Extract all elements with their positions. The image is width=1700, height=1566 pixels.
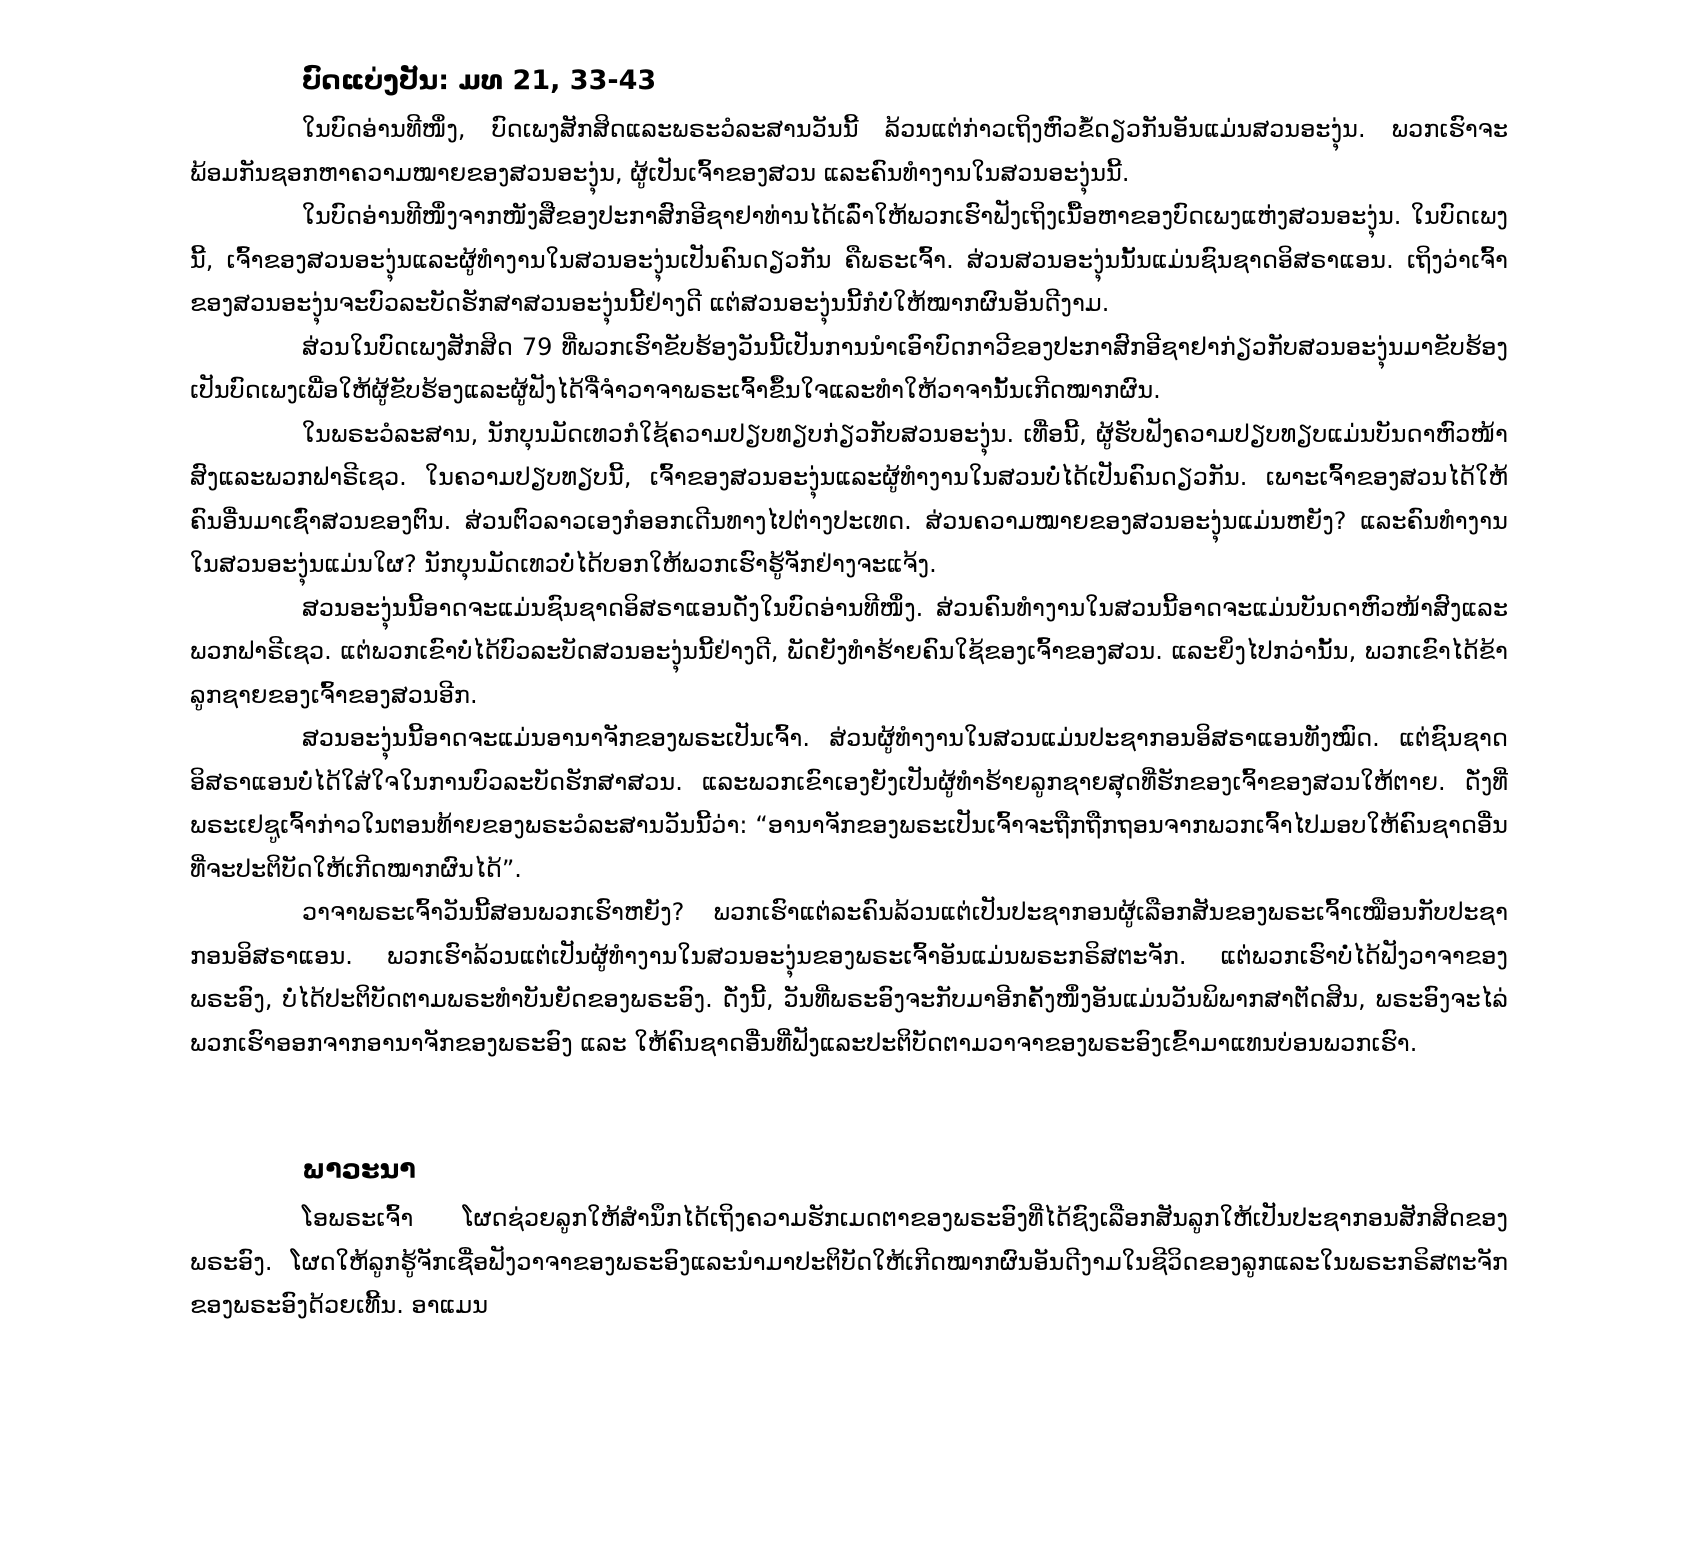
document-body xyxy=(190,62,1508,1328)
paragraph-7: ວາຈາພຣະເຈົ້າວັນນີ້ສອນພວກເຮົາຫຍັງ? ພວກເຮົາແຕ່ລະຄົນລ້ວນແຕ່ເປັນປະຊາກອນຜູ້ເລືອກສັນຂອງພຣະເຈົ້າເໝືອນກັບປະຊາກອນອິສຣາແອນ. ພວກເຮົາລ້ວນແຕ່ເປັນຜູ້ທໍາງານໃນສວນອະງຸ່ນຂອງພຣະເຈົ້າອັນແມ່ນພຣະກຣິສຕະຈັກ. ແຕ່ພວກເຮົາບໍ່ໄດ້ຟັງວາຈາຂອງພຣະອົງ, ບໍ່ໄດ້ປະຕິບັດຕາມພຣະທໍາບັນຍັດຂອງພຣະອົງ. ດັ່ງນີ້, ວັນທີ່ພຣະອົງຈະກັບມາອີກຄັ້ງໜຶ່ງອັນແມ່ນວັນພິພາກສາຕັດສິນ, ພຣະອົງຈະໄລ່ພວກເຮົາອອກຈາກອານາຈັກຂອງພຣະອົງ ແລະ ໃຫ້ຄົນຊາດອື່ນທີ່ຟັງແລະປະຕິບັດຕາມວາຈາຂອງພຣະອົງເຂົ້າມາແທນບ່ອນພວກເຮົາ. xyxy=(190,898,1508,1057)
paragraph-2: ໃນບົດອ່ານທີໜຶ່ງຈາກໜັງສືຂອງປະກາສົກອີຊາຢາທ່ານໄດ້ເລົ່າໃຫ້ພວກເຮົາຟັງເຖິງເນື້ອຫາຂອງບົດເພງແຫ່ງສວນອະງຸ່ນ. ໃນບົດເພງນີ້, ເຈົ້າຂອງສວນອະງຸ່ນແລະຜູ້ທໍາງານໃນສວນອະງຸ່ນເປັນຄົນດຽວກັນ ຄືພຣະເຈົ້າ. ສ່ວນສວນອະງຸ່ນນັ້ນແມ່ນຊົນຊາດອິສຣາແອນ. ເຖິງວ່າເຈົ້າຂອງສວນອະງຸ່ນຈະບົວລະບັດຮັກສາສວນອະງຸ່ນນີ້ຢ່າງດີ ແຕ່ສວນອະງຸ່ນນີ້ກໍບໍ່ໃຫ້ໝາກຜົນອັນດີງາມ. xyxy=(190,202,1508,317)
paragraph-4: ໃນພຣະວໍລະສານ, ນັກບຸນມັດເທວກໍໃຊ້ຄວາມປຽບທຽບກ່ຽວກັບສວນອະງຸ່ນ. ເທື່ອນີ້, ຜູ້ຮັບຟັງຄວາມປຽບທຽບແມ່ນບັນດາຫົວໜ້າສົງແລະພວກຟາຣີເຊວ. ໃນຄວາມປຽບທຽບນີ້, ເຈົ້າຂອງສວນອະງຸ່ນແລະຜູ້ທໍາງານໃນສວນບໍ່ໄດ້ເປັນຄົນດຽວກັນ. ເພາະເຈົ້າຂອງສວນໄດ້ໃຫ້ຄົນອື່ນມາເຊົ່າສວນຂອງຕົນ. ສ່ວນຕົວລາວເອງກໍອອກເດີນທາງໄປຕ່າງປະເທດ. ສ່ວນຄວາມໝາຍຂອງສວນອະງຸ່ນແມ່ນຫຍັງ? ແລະຄົນທໍາງານໃນສວນອະງຸ່ນແມ່ນໃຜ? ນັກບຸນມັດເທວບໍ່ໄດ້ບອກໃຫ້ພວກເຮົາຮູ້ຈັກຢ່າງຈະແຈ້ງ. xyxy=(190,419,1508,578)
reading-heading: ບົດແບ່ງປັນ: ມທ 21, 33-43 xyxy=(302,65,657,96)
section-spacer xyxy=(190,1065,1508,1151)
paragraph-1: ໃນບົດອ່ານທີໜຶ່ງ, ບົດເພງສັກສິດແລະພຣະວໍລະສານວັນນີ້ ລ້ວນແຕ່ກ່າວເຖິງຫົວຂໍ້ດຽວກັນອັນແມ່ນສວນອະງຸ່ນ. ພວກເຮົາຈະພ້ອມກັນຊອກຫາຄວາມໝາຍຂອງສວນອະງຸ່ນ, ຜູ້ເປັນເຈົ້າຂອງສວນ ແລະຄົນທໍາງານໃນສວນອະງຸ່ນນີ້. xyxy=(190,115,1508,187)
prayer-paragraph: ໂອພຣະເຈົ້າ ໂຜດຊ່ວຍລູກໃຫ້ສໍານຶກໄດ້ເຖິງຄວາມຮັກເມດຕາຂອງພຣະອົງທີ່ໄດ້ຊົງເລືອກສັນລູກໃຫ້ເປັນປະຊາກອນສັກສິດຂອງພຣະອົງ. ໂຜດໃຫ້ລູກຮູ້ຈັກເຊື່ອຟັງວາຈາຂອງພຣະອົງແລະນໍາມາປະຕິບັດໃຫ້ເກີດໝາກຜົນອັນດີງາມໃນຊີວິດຂອງລູກແລະໃນພຣະກຣິສຕະຈັກຂອງພຣະອົງດ້ວຍເທີ້ນ. ອາແມນ xyxy=(190,1204,1508,1319)
paragraph-3: ສ່ວນໃນບົດເພງສັກສິດ 79 ທີ່ພວກເຮົາຂັບຮ້ອງວັນນີ້ເປັນການນໍາເອົາບົດກາວີຂອງປະກາສົກອີຊາຢາກ່ຽວກັບສວນອະງຸ່ນມາຂັບຮ້ອງເປັນບົດເພງເພື່ອໃຫ້ຜູ້ຂັບຮ້ອງແລະຜູ້ຟັງໄດ້ຈື່ຈໍາວາຈາພຣະເຈົ້າຂຶ້ນໃຈແລະທໍາໃຫ້ວາຈານັ້ນເກີດໝາກຜົນ. xyxy=(190,332,1508,404)
paragraph-6: ສວນອະງຸ່ນນີ້ອາດຈະແມ່ນອານາຈັກຂອງພຣະເປັນເຈົ້າ. ສ່ວນຜູ້ທໍາງານໃນສວນແມ່ນປະຊາກອນອິສຣາແອນທັງໝົດ. ແຕ່ຊົນຊາດອິສຣາແອນບໍ່ໄດ້ໃສ່ໃຈໃນການບົວລະບັດຮັກສາສວນ. ແລະພວກເຂົາເອງຍັງເປັນຜູ້ທໍາຮ້າຍລູກຊາຍສຸດທີ່ຮັກຂອງເຈົ້າຂອງສວນໃຫ້ຕາຍ. ດັ່ງທີ່ພຣະເຢຊູເຈົ້າກ່າວໃນຕອນທ້າຍຂອງພຣະວໍລະສານວັນນີ້ວ່າ: “ອານາຈັກຂອງພຣະເປັນເຈົ້າຈະຖືກຖືກຖອນຈາກພວກເຈົ້າໄປມອບໃຫ້ຄົນຊາດອື່ນທີ່ຈະປະຕິບັດໃຫ້ເກີດໝາກຜົນໄດ້”. xyxy=(190,724,1508,883)
paragraph-5: ສວນອະງຸ່ນນີ້ອາດຈະແມ່ນຊົນຊາດອິສຣາແອນດັ່ງໃນບົດອ່ານທີໜຶ່ງ. ສ່ວນຄົນທໍາງານໃນສວນນີ້ອາດຈະແມ່ນບັນດາຫົວໜ້າສົງແລະພວກຟາຣີເຊວ. ແຕ່ພວກເຂົາບໍ່ໄດ້ບົວລະບັດສວນອະງຸ່ນນີ້ຢ່າງດີ, ພັດຍັງທໍາຮ້າຍຄົນໃຊ້ຂອງເຈົ້າຂອງສວນ. ແລະຍິ່ງໄປກວ່ານັ້ນ, ພວກເຂົາໄດ້ຂ້າລູກຊາຍຂອງເຈົ້າຂອງສວນອີກ. xyxy=(190,593,1508,709)
prayer-heading: ພາວະນາ xyxy=(302,1154,416,1185)
